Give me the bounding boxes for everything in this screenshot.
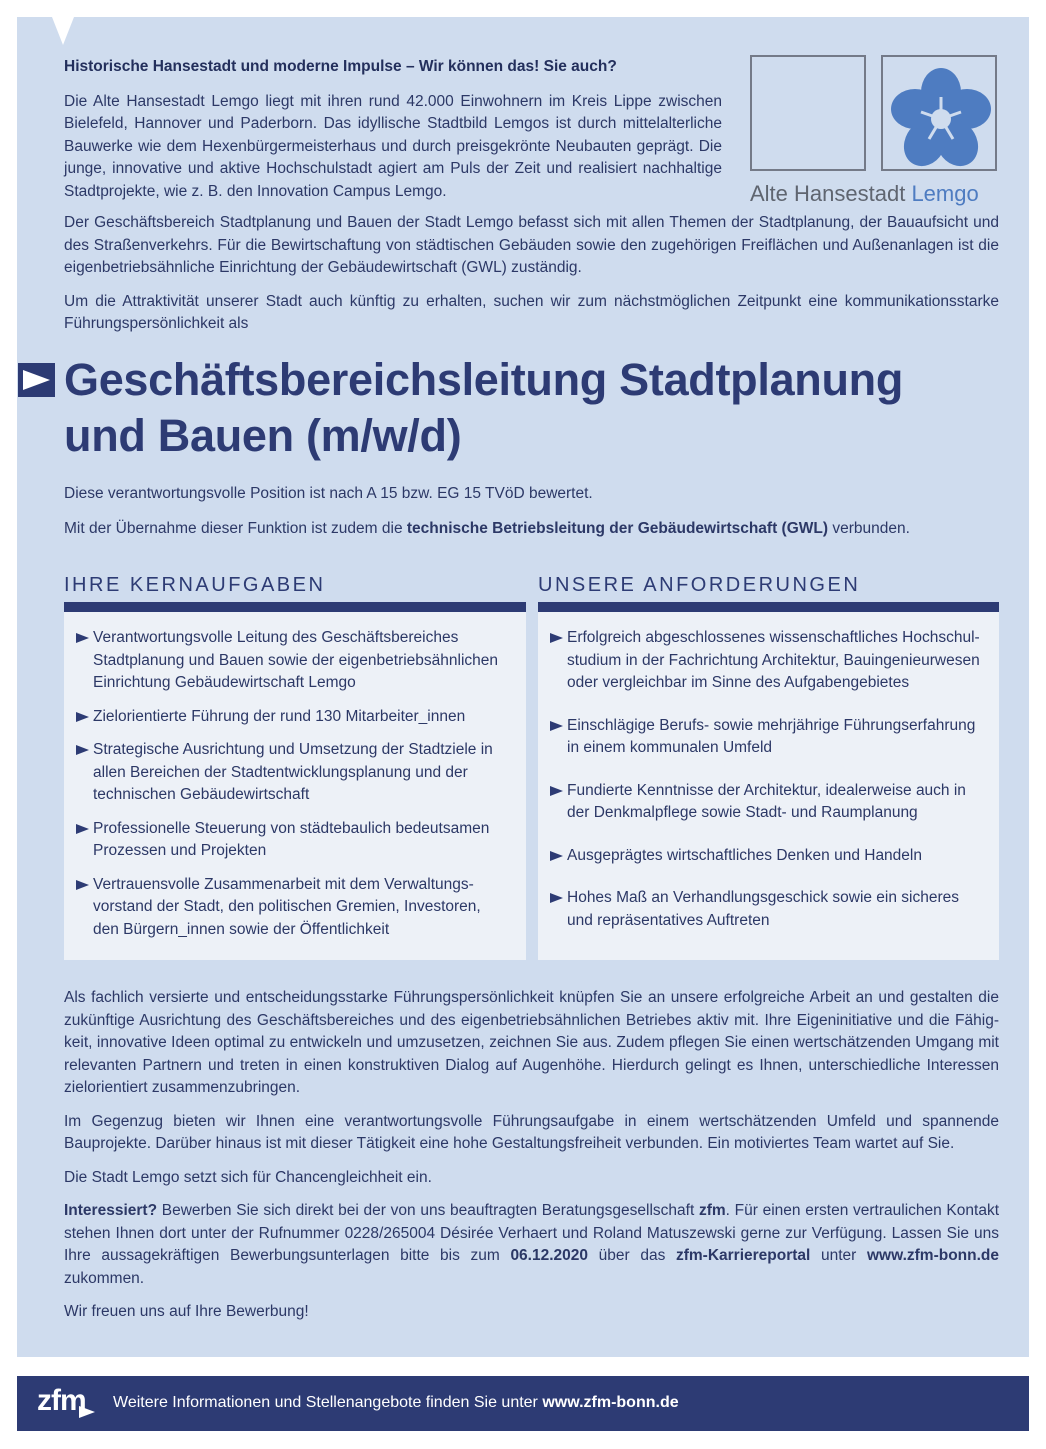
corner-notch: [52, 17, 74, 45]
position-details: [64, 483, 999, 552]
job-title-line2: und Bauen (m/w/d): [64, 410, 462, 461]
zfm-arrow-icon: [79, 1406, 95, 1418]
thanks-paragraph: Wir freuen uns auf Ihre Bewerbung!: [64, 1303, 309, 1320]
list-item: Vertrauensvolle Zusammenarbeit mit dem Verwaltungsvorstand der Stadt, den politischen Gremien, Investoren, den Bürgern_innen sowie der Öffentlichkeit: [76, 874, 508, 942]
grade-text: Diese verantwortungsvolle Position ist nach A 15 bzw. EG 15 TVöD bewertet.: [64, 485, 593, 502]
bullet-arrow-icon: [76, 745, 89, 755]
footer-text: Weitere Informationen und Stellenangebote finden Sie unter www.zfm-bonn.de: [113, 1394, 679, 1411]
requirements-list: [538, 612, 999, 932]
website-link[interactable]: www.zfm-bonn.de: [866, 1247, 999, 1264]
city-logo: [750, 55, 1000, 210]
list-item: Fundierte Kenntnisse der Architektur, idealerweise auch in der Denkmalpflege sowie Stadt- und Raumplanung: [550, 780, 981, 825]
bullet-arrow-icon: [76, 824, 89, 834]
logo-square-empty: [750, 55, 866, 171]
zfm-logo: zfm: [37, 1384, 86, 1417]
job-title-line1: Geschäftsbereichsleitung Stadtplanung: [64, 354, 904, 405]
apply-paragraph: Interessiert? Bewerben Sie sich direkt bei der von uns beauftragten Beratungsgesellschaft zfm. Für einen ersten vertraulichen Kontakt stehen Ihnen dort unter der Rufnummer 0228/265004 Désirée Verhaert und Roland Matuszewski gerne zur Verfügung. Lassen Sie uns Ihre aussagekräftigen Bewerbungsunterlagen bitte bis zum 06.12.2020 über das zfm-Karriereportal unter www.zfm-bonn.de zukommen.: [64, 1202, 999, 1287]
footer-link[interactable]: www.zfm-bonn.de: [542, 1394, 679, 1411]
bullet-arrow-icon: [550, 851, 563, 861]
equality-paragraph: Die Stadt Lemgo setzt sich für Chancengleichheit ein.: [64, 1168, 432, 1186]
intro-headline: Historische Hansestadt und moderne Impulse – Wir können das! Sie auch?: [64, 58, 617, 75]
footer-bar: [17, 1376, 1029, 1431]
logo-square-flower: [881, 55, 997, 171]
tasks-list-box: [64, 612, 526, 960]
requirements-heading: UNSERE ANFORDERUNGEN: [538, 574, 861, 596]
list-item: Ausgeprägtes wirtschaftliches Denken und Handeln: [550, 845, 981, 868]
bullet-arrow-icon: [550, 721, 563, 731]
bullet-arrow-icon: [76, 712, 89, 722]
bullet-arrow-icon: [550, 786, 563, 796]
intro-section: [64, 56, 722, 203]
title-marker: [18, 363, 55, 397]
list-item: Hohes Maß an Verhandlungsgeschick sowie ein sicheres und repräsentatives Auftreten: [550, 887, 981, 932]
job-title: [64, 352, 964, 464]
requirements-bar: [538, 602, 999, 612]
list-item: Zielorientierte Führung der rund 130 Mitarbeiter_innen: [76, 706, 508, 729]
list-item: Strategische Ausrichtung und Umsetzung der Stadtziele in allen Bereichen der Stadtentwicklungsplanung und der technischen Gebäudewirtschaft: [76, 739, 508, 807]
tasks-list: [64, 612, 526, 941]
closing-section: [64, 987, 999, 1335]
play-arrow-icon: [22, 369, 51, 391]
logo-name-part2: Lemgo: [911, 181, 979, 206]
logo-name-part1: Alte Hansestadt: [750, 181, 912, 206]
function-text: [64, 518, 999, 541]
bullet-arrow-icon: [550, 633, 563, 643]
tasks-heading: IHRE KERNAUFGABEN: [64, 574, 326, 596]
intro-paragraph: Die Alte Hansestadt Lemgo liegt mit ihren rund 42.000 Einwohnern im Kreis Lippe zwischen Bielefeld, Hannover und Paderborn. Das idyllische Stadtbild Lemgos ist durch mittelalterliche Bauwerke wie dem Hexenbürgermeisterhaus und durch preisgekrönte Neubauten geprägt. Die junge, innovative und aktive Hochschulstadt agiert am Puls der Zeit und realisiert nachhaltige Stadtprojekte, wie z. B. den Innovation Campus Lemgo.: [64, 92, 722, 200]
department-paragraph: Der Geschäftsbereich Stadtplanung und Bauen der Stadt Lemgo befasst sich mit allen Themen der Stadtplanung, der Bauaufsicht und des Straßenverkehrs. Für die Bewirtschaftung von städtischen Gebäuden sowie den zugehörigen Freiflächen und Außenanlagen ist die eigenbetriebsähnliche Einrichtung der Gebäudewirtschaft (GWL) zuständig.: [64, 214, 999, 276]
list-item: Erfolgreich abgeschlossenes wissenschaftliches Hochschulstudium in der Fachrichtung Architektur, Bauingenieurwesen oder vergleichbar im Sinne des Aufgabengebietes: [550, 627, 981, 695]
list-item: Professionelle Steuerung von städtebaulich bedeutsamen Prozessen und Projekten: [76, 818, 508, 863]
search-paragraph: Um die Attraktivität unserer Stadt auch künftig zu erhalten, suchen wir zum nächstmöglichen Zeitpunkt eine kommunikationsstarke Führungspersönlichkeit als: [64, 292, 999, 332]
portal-link[interactable]: zfm-Karriereportal: [675, 1247, 811, 1264]
tasks-bar: [64, 602, 526, 612]
offer-paragraph: Im Gegenzug bieten wir Ihnen eine verantwortungsvolle Führungsaufgabe in einem wertschätzenden Umfeld und spannende Bauprojekte. Darüber hinaus ist mit dieser Tätigkeit eine hohe Gestaltungsfreiheit verbunden. Ein motiviertes Team wartet auf Sie.: [64, 1112, 999, 1152]
function-bold: technische Betriebsleitung der Gebäudewirtschaft (GWL): [406, 519, 829, 537]
function-prefix: Mit der Übernahme dieser Funktion ist zudem die: [64, 519, 407, 537]
flower-icon: [883, 57, 997, 171]
list-item: Einschlägige Berufs- sowie mehrjährige Führungserfahrung in einem kommunalen Umfeld: [550, 715, 981, 760]
bullet-arrow-icon: [550, 893, 563, 903]
bullet-arrow-icon: [76, 880, 89, 890]
logo-wordmark: [750, 181, 1000, 207]
bullet-arrow-icon: [76, 633, 89, 643]
requirements-list-box: [538, 612, 999, 960]
list-item: Verantwortungsvolle Leitung des Geschäftsbereiches Stadtplanung und Bauen sowie der eigenbetriebsähnlichen Einrichtung Gebäudewirtschaft Lemgo: [76, 627, 508, 695]
department-section: [64, 212, 999, 336]
personality-paragraph: Als fachlich versierte und entscheidungsstarke Führungspersönlichkeit knüpfen Sie an unsere erfolgreiche Arbeit an und gestalten die zukünftige Ausrichtung des Geschäftsbereiches und des eigenbetriebsähnlichen Betriebes aktiv mit. Ihre Eigeninitiative und die Fähigkeit, innovative Ideen optimal zu entwickeln und umzusetzen, zeichnen Sie aus. Zudem pflegen Sie einen wertschätzenden Umgang mit relevanten Partnern und treten in einen konstruktiven Dialog auf Augenhöhe. Hierdurch gelingt es Ihnen, unterschiedliche Interessen zielorientiert zusammenzubringen.: [64, 989, 999, 1096]
function-suffix: verbunden.: [828, 519, 910, 537]
